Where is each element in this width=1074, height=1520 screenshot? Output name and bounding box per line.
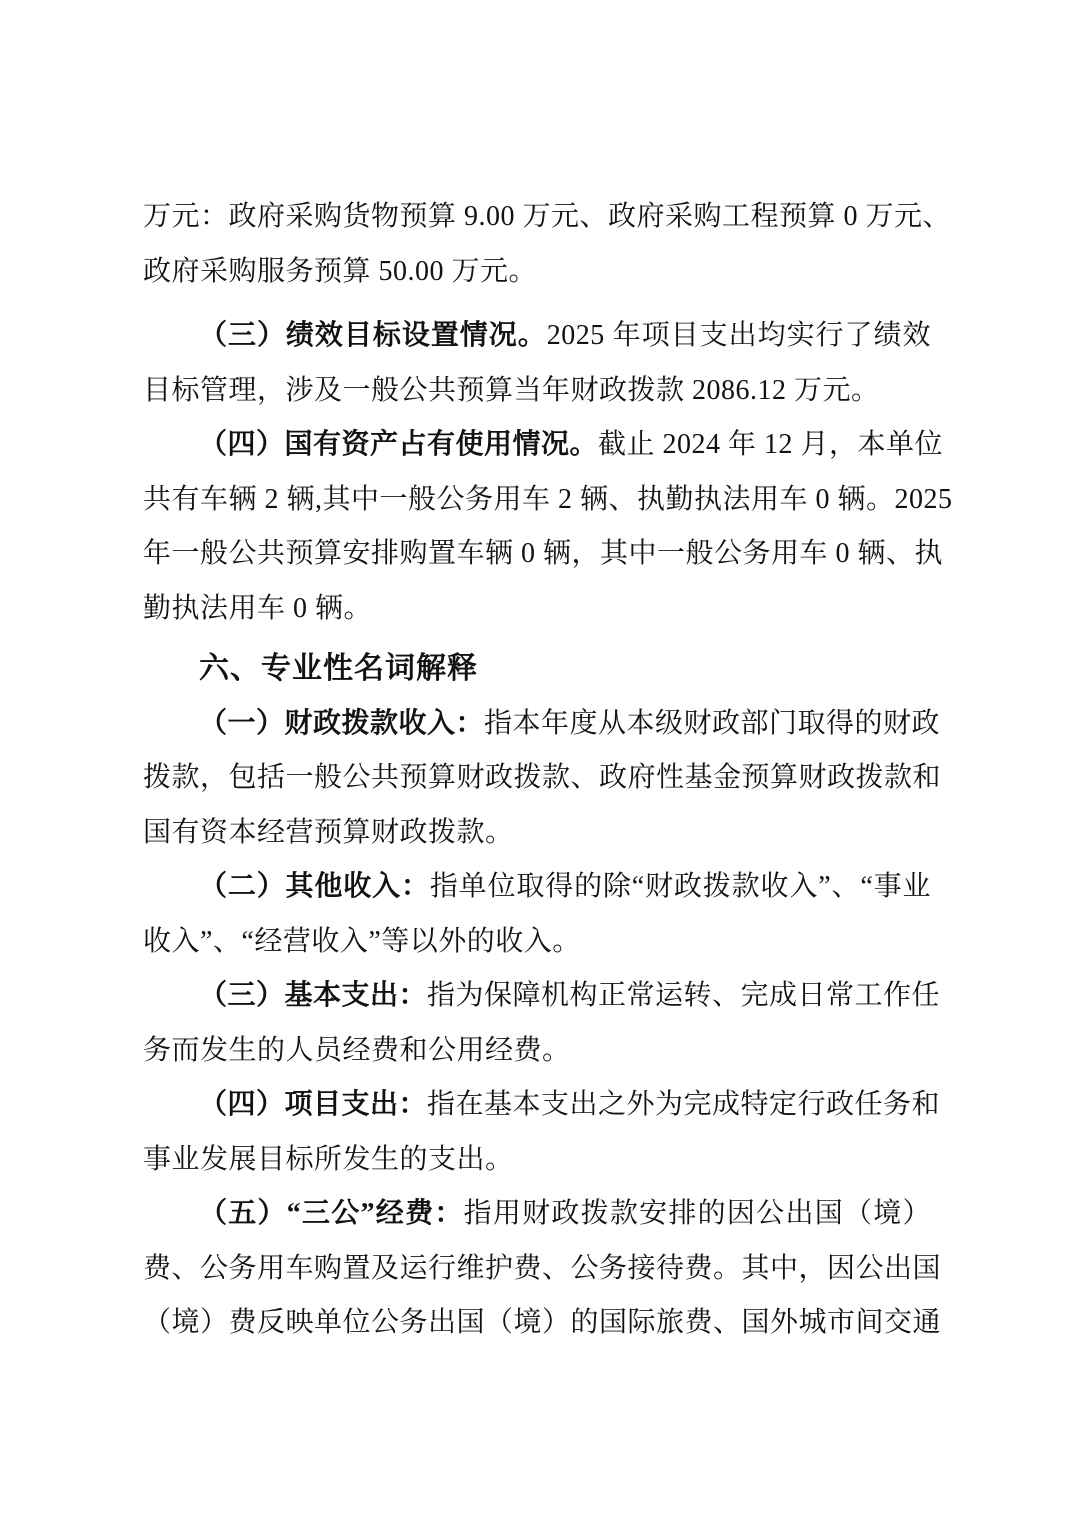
para-sec4-line-3	[143, 527, 944, 582]
body-text: 收入”、“经营收入”等以外的收入。	[143, 925, 581, 957]
para-procurement-line-2	[143, 190, 952, 245]
lead-in-text: （三）基本支出：	[199, 980, 428, 1011]
body-text: 政府采购服务预算 50.00 万元。	[143, 255, 538, 287]
def-4-line-1	[143, 1078, 941, 1133]
def-2-line-1	[143, 860, 931, 915]
lead-in-text: （四）项目支出：	[199, 1089, 428, 1120]
body-text: 截止 2024 年 12 月，本单位	[598, 429, 944, 460]
body-text: 指本年度从本级财政部门取得的财政	[484, 707, 941, 739]
def-3-line-2	[143, 1024, 931, 1079]
def-3-line-1	[143, 969, 941, 1024]
body-text: 国有资本经营预算财政拨款。	[143, 816, 514, 848]
lead-in-text: （五）“三公”经费：	[199, 1198, 464, 1229]
lead-in-text: （三）绩效目标设置情况。	[199, 320, 547, 351]
lead-in-text: （二）其他收入：	[199, 871, 430, 902]
body-text: 2025 年项目支出均实行了绩效	[546, 320, 931, 351]
body-text: 指为保障机构正常运转、完成日常工作任	[427, 980, 941, 1011]
body-text: 年一般公共预算安排购置车辆 0 辆，其中一般公务用车 0 辆、执	[143, 538, 944, 569]
body-text: （境）费反映单位公务出国（境）的国际旅费、国外城市间交通	[143, 1307, 942, 1338]
def-4-line-2	[143, 1133, 931, 1188]
para-procurement-line-3	[143, 245, 931, 300]
body-text: 共有车辆 2 辆,其中一般公务用车 2 辆、执勤执法用车 0 辆。2025	[143, 483, 953, 515]
para-sec4-line-4	[143, 582, 931, 637]
def-5-line-1	[143, 1187, 931, 1242]
lead-in-text: 六、专业性名词解释	[199, 652, 478, 685]
def-1-line-1	[143, 697, 941, 752]
def-2-line-2	[143, 915, 931, 970]
body-text: 指单位取得的除“财政拨款收入”、“事业	[429, 871, 931, 902]
document-body	[143, 190, 953, 1351]
body-text: 勤执法用车 0 辆。	[143, 592, 373, 624]
body-text: 指用财政拨款安排的因公出国（境）	[463, 1198, 931, 1229]
body-text: 事业发展目标所发生的支出。	[143, 1143, 514, 1175]
body-text: 万元：政府采购货物预算 9.00 万元、政府采购工程预算 0 万元、	[143, 201, 952, 232]
para-sec4-line-2	[143, 473, 953, 528]
body-text: 务而发生的人员经费和公用经费。	[143, 1034, 571, 1066]
body-text: 拨款，包括一般公共预算财政拨款、政府性基金预算财政拨款和	[143, 762, 942, 793]
para-sec3-line-1	[143, 309, 931, 364]
def-5-line-3	[143, 1296, 942, 1351]
body-text: 指在基本支出之外为完成特定行政任务和	[427, 1089, 941, 1120]
def-5-line-2	[143, 1242, 942, 1297]
def-1-line-2	[143, 751, 942, 806]
body-text: 费、公务用车购置及运行维护费、公务接待费。其中，因公出国	[143, 1252, 942, 1284]
def-1-line-3	[143, 806, 931, 861]
para-sec3-line-2	[143, 364, 931, 419]
section-heading-6	[143, 642, 931, 697]
body-text: 目标管理，涉及一般公共预算当年财政拨款 2086.12 万元。	[143, 374, 880, 406]
lead-in-text: （四）国有资产占有使用情况。	[199, 429, 599, 460]
para-sec4-line-1	[143, 418, 944, 473]
lead-in-text: （一）财政拨款收入：	[199, 707, 485, 739]
